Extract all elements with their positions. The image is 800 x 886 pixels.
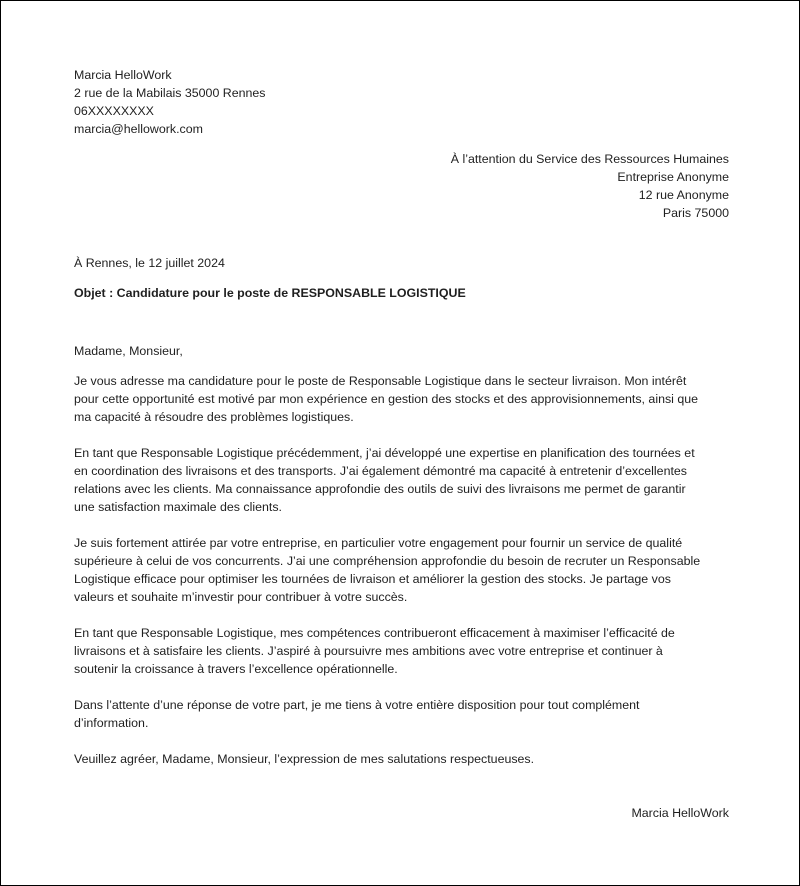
paragraph-line: Dans l’attente d’une réponse de votre part, je me tiens à votre entière disposition pour tout complément: [74, 698, 640, 712]
sender-email: marcia@hellowork.com: [74, 122, 203, 136]
paragraph-line: relations avec les clients. Ma connaissance approfondie des outils de suivi des livraisons me permet de garantir: [74, 482, 686, 496]
paragraph-line: Je suis fortement attirée par votre entreprise, en particulier votre engagement pour fournir un service de qualité: [74, 536, 683, 550]
paragraph-line: en coordination des livraisons et des transports. J’ai également démontré ma capacité à entretenir d’excellentes: [74, 464, 687, 478]
recipient-street: 12 rue Anonyme: [638, 188, 729, 202]
recipient-city: Paris 75000: [662, 206, 729, 220]
body-paragraph: [74, 696, 729, 732]
signature: Marcia HelloWork: [631, 806, 729, 820]
recipient-block: [74, 150, 729, 222]
salutation: Madame, Monsieur,: [74, 344, 183, 358]
body-paragraph: [74, 444, 729, 516]
paragraph-line: supérieure à celui de vos concurrents. J’ai une compréhension approfondie du besoin de recruter un Responsable: [74, 554, 701, 568]
closing-formula: Veuillez agréer, Madame, Monsieur, l’expression de mes salutations respectueuses.: [74, 752, 535, 766]
paragraph-line: soutenir la croissance à travers l’excellence opérationnelle.: [74, 662, 398, 676]
paragraph-line: une satisfaction maximale des clients.: [74, 500, 282, 514]
sender-address: 2 rue de la Mabilais 35000 Rennes: [74, 86, 266, 100]
paragraph-line: En tant que Responsable Logistique, mes compétences contribueront efficacement à maximiser l’efficacité de: [74, 626, 675, 640]
sender-block: [74, 66, 729, 138]
paragraph-line: d’information.: [74, 716, 149, 730]
recipient-attention: À l’attention du Service des Ressources Humaines: [450, 152, 729, 166]
body-paragraph: [74, 624, 729, 678]
paragraph-line: Logistique efficace pour optimiser les tournées de livraison et améliorer la gestion des stocks. Je partage vos: [74, 572, 671, 586]
paragraph-line: pour cette opportunité est motivé par mon expérience en gestion des stocks et des approvisionnements, ainsi que: [74, 392, 699, 406]
paragraph-line: valeurs et souhaite m’investir pour contribuer à votre succès.: [74, 590, 408, 604]
paragraph-line: En tant que Responsable Logistique précédemment, j’ai développé une expertise en planification des tournées et: [74, 446, 695, 460]
paragraph-line: livraisons et à satisfaire les clients. J’aspiré à poursuivre mes ambitions avec votre entreprise et continuer à: [74, 644, 663, 658]
date-line: À Rennes, le 12 juillet 2024: [74, 256, 225, 270]
paragraph-line: ma capacité à résoudre des problèmes logistiques.: [74, 410, 354, 424]
paragraph-line: Je vous adresse ma candidature pour le poste de Responsable Logistique dans le secteur livraison. Mon intérêt: [74, 374, 687, 388]
recipient-company: Entreprise Anonyme: [617, 170, 729, 184]
sender-phone: 06XXXXXXXX: [74, 104, 154, 118]
body-paragraph: [74, 534, 729, 606]
sender-name: Marcia HelloWork: [74, 68, 172, 82]
subject-line: Objet : Candidature pour le poste de RESPONSABLE LOGISTIQUE: [74, 286, 466, 300]
body-paragraph: [74, 372, 729, 426]
